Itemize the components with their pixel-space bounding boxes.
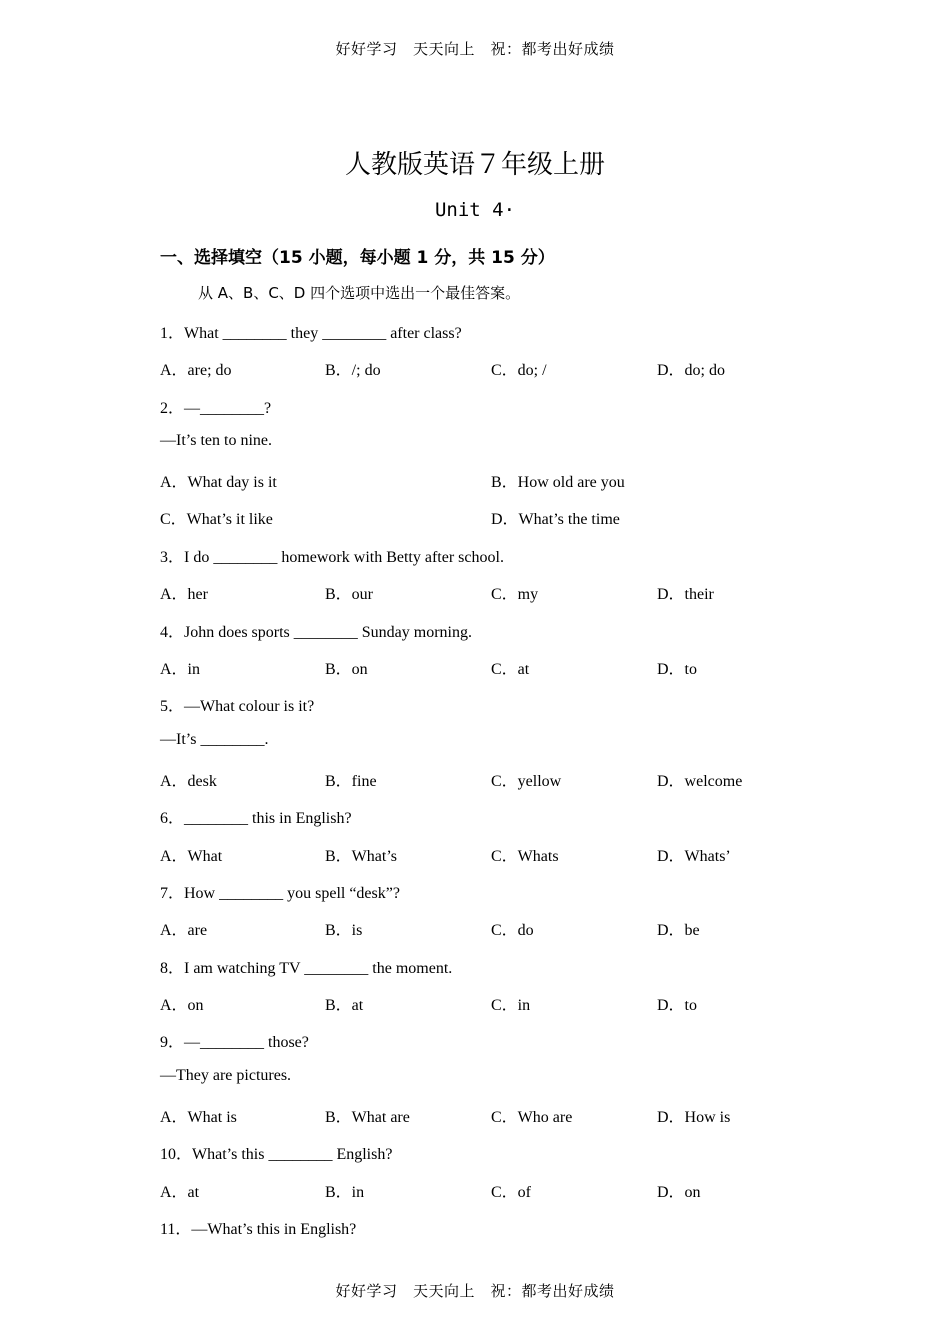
question-2-option-b: B．How old are you	[491, 474, 625, 491]
question-2-stem: 2．—________?	[160, 400, 272, 417]
question-8-option-a: A．on	[160, 997, 204, 1014]
question-8-option-c: C．in	[491, 997, 531, 1014]
question-4-option-c: C．at	[491, 661, 530, 678]
question-5-option-d: D．welcome	[657, 773, 743, 790]
question-10-option-b: B．in	[325, 1184, 365, 1201]
question-1-option-c: C．do; /	[491, 362, 547, 379]
question-8-option-d: D．to	[657, 997, 698, 1014]
page-subtitle: Unit 4·	[434, 199, 516, 221]
question-2-option-a: A．What day is it	[160, 474, 277, 491]
question-2-option-d: D．What’s the time	[491, 511, 620, 528]
question-9-response: —They are pictures.	[160, 1067, 292, 1084]
question-1-option-d: D．do; do	[657, 362, 726, 379]
question-3-option-b: B．our	[325, 586, 374, 603]
question-10-option-a: A．at	[160, 1184, 200, 1201]
question-9-option-a: A．What is	[160, 1109, 237, 1126]
question-5-option-b: B．fine	[325, 773, 377, 790]
question-5-response: —It’s ________.	[160, 731, 269, 748]
question-6-option-b: B．What’s	[325, 848, 397, 865]
question-7-option-c: C．do	[491, 922, 534, 939]
question-4-option-b: B．on	[325, 661, 368, 678]
question-8-option-b: B．at	[325, 997, 364, 1014]
question-11-stem: 11．—What’s this in English?	[160, 1221, 357, 1238]
question-5-stem: 5．—What colour is it?	[160, 698, 315, 715]
question-10-option-c: C．of	[491, 1184, 532, 1201]
question-10-stem: 10．What’s this ________ English?	[160, 1146, 393, 1163]
question-6-option-c: C．Whats	[491, 848, 559, 865]
question-7-option-d: D．be	[657, 922, 700, 939]
question-9-option-d: D．How is	[657, 1109, 731, 1126]
question-9-option-b: B．What are	[325, 1109, 410, 1126]
question-1-option-b: B．/; do	[325, 362, 381, 379]
section-instruction: 从 A、B、C、D 四个选项中选出一个最佳答案。	[198, 284, 521, 302]
question-8-stem: 8．I am watching TV ________ the moment.	[160, 960, 453, 977]
question-5-option-a: A．desk	[160, 773, 217, 790]
question-5-option-c: C．yellow	[491, 773, 562, 790]
question-3-option-c: C．my	[491, 586, 539, 603]
page-header: 好好学习 天天向上 祝：都考出好成绩	[335, 40, 615, 58]
section-heading: 一、选择填空（15 小题，每小题 1 分，共 15 分）	[160, 248, 555, 268]
question-1-option-a: A．are; do	[160, 362, 232, 379]
question-6-option-d: D．Whats’	[657, 848, 731, 865]
question-4-option-a: A．in	[160, 661, 201, 678]
question-3-stem: 3．I do ________ homework with Betty after school.	[160, 549, 504, 566]
question-9-stem: 9．—________ those?	[160, 1034, 309, 1051]
question-7-option-a: A．are	[160, 922, 208, 939]
question-3-option-d: D．their	[657, 586, 714, 603]
question-6-option-a: A．What	[160, 848, 223, 865]
question-10-option-d: D．on	[657, 1184, 701, 1201]
question-9-option-c: C．Who are	[491, 1109, 573, 1126]
question-4-stem: 4．John does sports ________ Sunday morning.	[160, 624, 473, 641]
question-6-stem: 6．________ this in English?	[160, 810, 352, 827]
question-2-response: —It’s ten to nine.	[160, 432, 272, 449]
question-3-option-a: A．her	[160, 586, 208, 603]
question-1-stem: 1．What ________ they ________ after class?	[160, 325, 462, 342]
page-footer: 好好学习 天天向上 祝：都考出好成绩	[335, 1282, 615, 1300]
question-4-option-d: D．to	[657, 661, 698, 678]
question-7-option-b: B．is	[325, 922, 363, 939]
question-2-option-c: C．What’s it like	[160, 511, 273, 528]
page-title: 人教版英语７年级上册	[344, 150, 605, 180]
question-7-stem: 7．How ________ you spell “desk”?	[160, 885, 400, 902]
